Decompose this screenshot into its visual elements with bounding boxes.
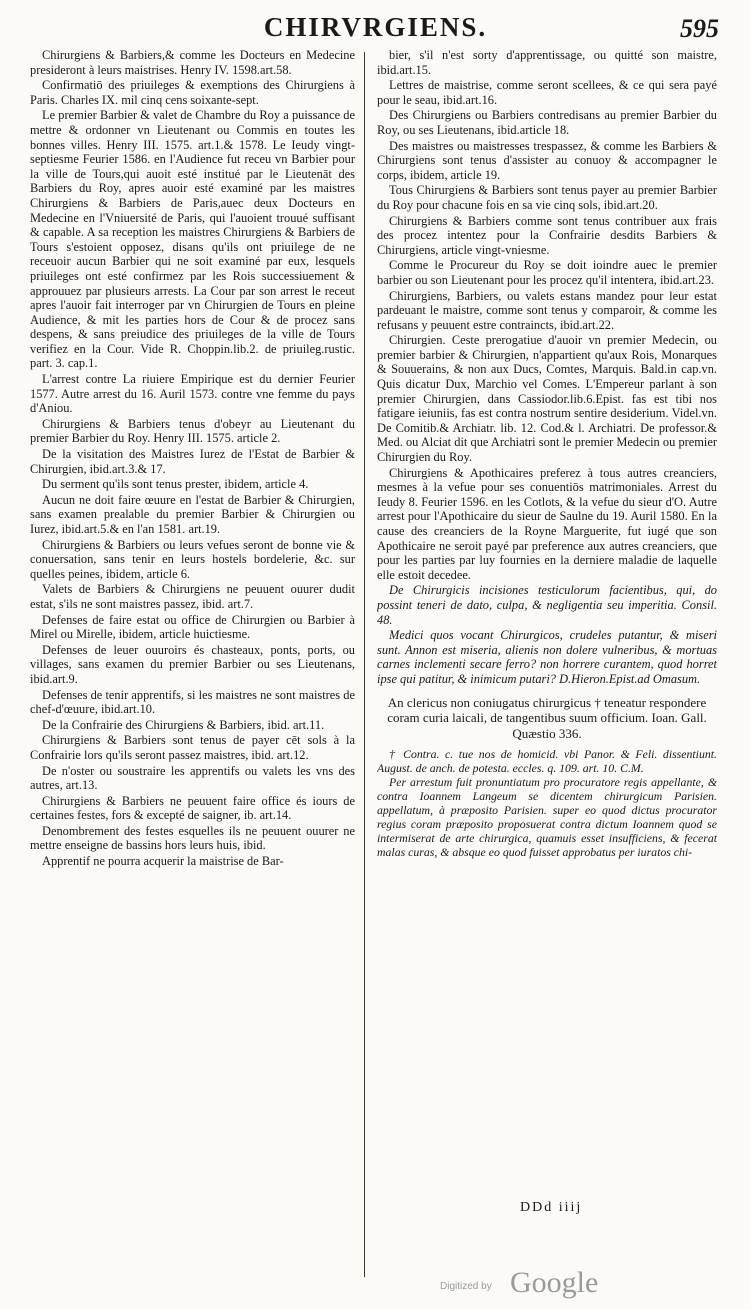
left-paragraph: Denombrement des festes esquelles ils ne peuuent ouurer ne mettre enseigne de bassins hors leurs huis, ibid. <box>30 823 355 853</box>
right-paragraph: Chirurgiens, Barbiers, ou valets estans mandez pour leur estat pardeuant le maistre, comme sont tenus y comparoir, & comme les refusans y peuuent estre contraincts, ibid.art.22. <box>377 288 717 332</box>
left-paragraph: Valets de Barbiers & Chirurgiens ne peuuent ouurer dudit estat, s'ils ne sont maistres passez, ibid. art.7. <box>30 582 355 611</box>
left-paragraph: Chirurgiens & Barbiers ne peuuent faire office és iours de certaines festes, fors & excepté de saigner, ib. art.14. <box>30 793 355 823</box>
right-paragraph: Chirurgiens & Barbiers comme sont tenus contribuer aux frais des procez intentez pour la Confrairie desdits Barbiers & Chirurgiens, article vingt-vniesme. <box>377 213 717 257</box>
footnotes <box>377 747 717 859</box>
left-paragraph: Confirmatiō des priuileges & exemptions des Chirurgiens à Paris. Charles IX. mil cinq cens soixante-sept. <box>30 78 355 107</box>
right-paragraph: Chirurgiens & Apothicaires preferez à tous autres creanciers, mesmes à la vefue pour ses conuentiōs matrimoniales. Arrest du Ieudy 8. Feurier 1596. en les Cotlots, & la vefue du sieur d'O. Autre arrest pour l'Apothicaire du sieur de Saulne du 19. Auril 1580. En la cause des creanciers de la Royne Marguerite, fut iugé que son Apothicaire ne seroit payé par preference aux autres creanciers, que pour les parties par luy fournies en la derniere maladie de laquelle elle estoit decedee. <box>377 465 717 582</box>
right-paragraph: Tous Chirurgiens & Barbiers sont tenus payer au premier Barbier du Roy pour chacune fois en sa vie cinq sols, ibid.art.20. <box>377 183 717 212</box>
right-paragraph: Lettres de maistrise, comme seront scellees, & ce qui sera payé pour le seau, ibid.art.16. <box>377 78 717 107</box>
digitized-watermark <box>440 1266 620 1300</box>
left-paragraph: Chirurgiens & Barbiers tenus d'obeyr au Lieutenant du premier Barbier du Roy. Henry III. 1575. article 2. <box>30 416 355 446</box>
google-logo: Google <box>510 1266 599 1299</box>
quaestio-number: Quæstio 336. <box>512 725 582 741</box>
left-paragraph: Defenses de tenir apprentifs, si les maistres ne sont maistres de chef-d'œuure, ibid.art.10. <box>30 687 355 717</box>
left-paragraph: Le premier Barbier & valet de Chambre du Roy a puissance de mettre & ordonner vn Lieutenant ou Commis en toutes les bonnes villes. Henry III. 1575. art.1.& 1578. Le Ieudy vingt-septiesme Feurier 1586. en l'Audience fut receu vn Barbier pour la ville de Tours,qui auoit esté institué par le Lieutenāt des Barbiers du Roy, apres auoir esté examiné par les maistres Chirurgiens & Barbiers de Paris,auec deux Docteurs en Medecine en l'Vniuersité de Paris, qui l'auoient trouué suffisant & capable. A sa reception les maistres Chirurgiens & Barbiers de Tours s'estoient opposez, disans qu'ils ont priuilege de ne receuoir aucun Barbier qui ne soit examiné par eux, lesquels priuileges ont esté confirmez par les Rois successiuement & approuuez par plusieurs arrests. La Cour par son arrest le receut apres l'auoir fait interroger par vn Chirurgien de Tours en pleine Audience, & mit les parties hors de Cour & de procez sans despens, & sans preiudice des priuileges de la ville de Tours verifiez en la Cour. Vide R. Choppin.lib.2. de priuileg.rustic. part. 3. cap.1. <box>30 108 355 371</box>
left-paragraph: Chirurgiens & Barbiers sont tenus de payer cēt sols à la Confrairie lors qu'ils seront passez maistres, ibid. art.12. <box>30 733 355 762</box>
left-paragraph: Defenses de leuer ouuroirs és chasteaux, ponts, ports, ou villages, sans examen du premier Barbier ou ses Lieutenans, ibid.art.9. <box>30 642 355 686</box>
page-header <box>0 12 751 52</box>
left-paragraph: Defenses de faire estat ou office de Chirurgien ou Barbier à Mirel ou Mirelle, ibidem, article huictiesme. <box>30 612 355 642</box>
left-paragraph: De la Confrairie des Chirurgiens & Barbiers, ibid. art.11. <box>42 717 325 732</box>
left-paragraph: Chirurgiens & Barbiers ou leurs vefues seront de bonne vie & conuersation, sans tenir en leurs hostels bordelerie, &c. sur quelles peines, ibidem, article 6. <box>30 537 355 581</box>
running-title: CHIRVRGIENS. <box>263 12 488 42</box>
quaestio-heading <box>377 695 717 741</box>
latin-quote-paragraph: Medici quos vocant Chirurgicos, crudeles putantur, & miseri sunt. Annon est miseria, alienis non dolere vulneribus, & mortuas carnes inclementi secare ferro? non horrere curantem, quod horret ipse qui patitur, & inimicum putari? D.Hieron.Epist.ad Omasum. <box>377 628 717 686</box>
footnote-paragraph: Per arrestum fuit pronuntiatum pro procuratore regis appellante, & contra Ioannem Langeum se dicentem chirurgicum Parisien. appellatum, à præposito Parisien. super eo quod dictus procurator regius coram præposito proposuerat contra dictum Ioannem quod se intermiserat de arte chirurgica, quamuis esset insufficiens, & fecerat malas curas, & absque eo quod fuisset approbatus per iuratos chi- <box>377 774 717 859</box>
left-paragraph: Apprentif ne pourra acquerir la maistrise de Bar- <box>42 854 284 869</box>
left-paragraph: Du serment qu'ils sont tenus prester, ibidem, article 4. <box>42 477 309 492</box>
latin-quote-paragraph: De Chirurgicis incisiones testiculorum facientibus, qui, do possint teneri de dato, culpa, & negligentia seu imperitia. Consil. 48. <box>377 583 717 627</box>
right-paragraph: bier, s'il n'est sorty d'apprentissage, ou quitté son maistre, ibid.art.15. <box>377 48 717 77</box>
right-column <box>377 48 717 1238</box>
left-column <box>30 48 355 1238</box>
left-paragraph: De la visitation des Maistres Iurez de l'Estat de Barbier & Chirurgien, ibid.art.3.& 17. <box>30 447 355 476</box>
left-paragraph: De n'oster ou soustraire les apprentifs ou valets les vns des autres, art.13. <box>30 763 355 793</box>
left-paragraph: L'arrest contre La riuiere Empirique est du dernier Feurier 1577. Autre arrest du 16. Auril 1573. contre vne femme du pays d'Aniou. <box>30 372 355 416</box>
left-paragraph: Chirurgiens & Barbiers,& comme les Docteurs en Medecine presideront à leurs maistrises. Henry IV. 1598.art.58. <box>30 48 355 77</box>
digitized-prefix: Digitized by <box>440 1281 492 1292</box>
footnote-paragraph: † Contra. c. tue nos de homicid. vbi Panor. & Feli. dissentiunt. August. de anch. de potesta. eccles. q. 109. art. 10. C.M. <box>377 746 717 775</box>
quaestio-text: An clericus non coniugatus chirurgicus † teneatur respondere coram curia laicali, de tangentibus suum officium. Ioan. Gall. <box>387 694 707 725</box>
right-paragraph: Des Chirurgiens ou Barbiers contredisans au premier Barbier du Roy, ou ses Lieutenans, ibid.article 18. <box>377 108 717 137</box>
right-paragraph: Comme le Procureur du Roy se doit ioindre auec le premier barbier ou son Lieutenant pour les procez qu'il intentera, ibid.art.23. <box>377 258 717 287</box>
right-paragraph: Des maistres ou maistresses trespassez, & comme les Barbiers & Chirurgiens sont tenus d'assister au conuoy & accompagner le corps, ibidem, article 19. <box>377 138 717 182</box>
right-paragraph: Chirurgien. Ceste prerogatiue d'auoir vn premier Medecin, ou premier barbier & Chirurgien, n'appartient qu'aux Rois, Monarques & Souuerains, & non aux Ducs, Comtes, Marquis. Bald.in cap.vn. Quis dicatur Dux, Marchio vel Comes. L'Empereur parlant à son premier Chirurgien, dans Cassiodor.lib.6.Epist. fas est tibi nos fatigare ieiuniis, fas est contra nostrum sentire desiderium. Videl.vn. De Comitib.& Archiatr. lib. 12. Cod.& l. Archiatri. De professor.& Med. ou Alciat dit que Archiatri sont le premier Medecin ou premier Chirurgien du Roy. <box>377 333 717 465</box>
column-divider <box>364 52 365 1277</box>
signature-mark: DDd iiij <box>520 1200 583 1215</box>
left-paragraph: Aucun ne doit faire œuure en l'estat de Barbier & Chirurgien, sans examen prealable du premier Barbier & Chirurgien ou Iurez, ibid.art.5.& en l'an 1581. art.19. <box>30 492 355 536</box>
page-number: 595 <box>680 14 719 43</box>
